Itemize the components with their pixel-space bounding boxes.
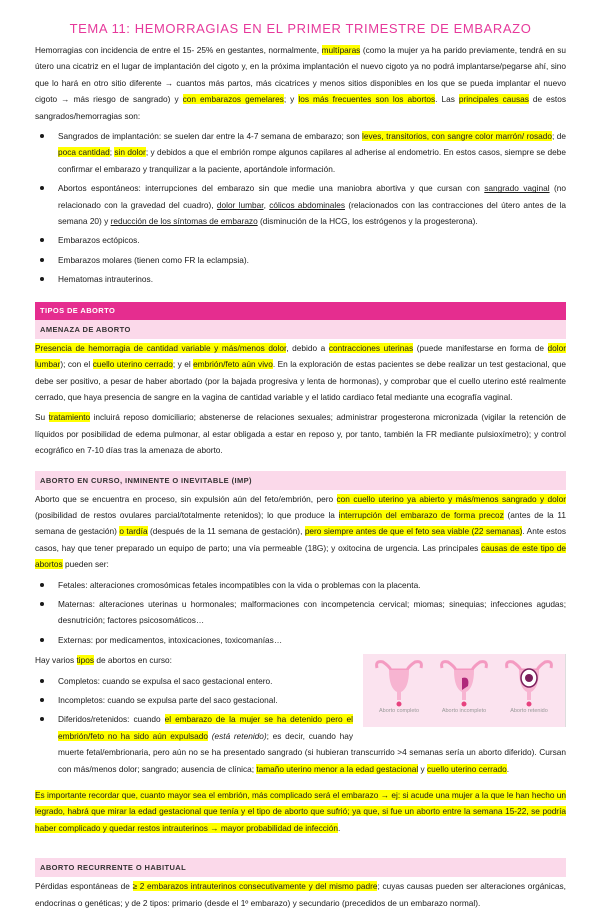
list-item: [58, 596, 566, 629]
text-run: (posibilidad de restos ovulares parcial/totalmente retenidos); lo que produce la: [35, 509, 339, 520]
highlighted-text: tamaño uterino menor a la edad gestacional: [256, 763, 419, 774]
text-run: incluirá reposo domiciliario; abstenerse de relaciones sexuales; administrar progesterona micronizada (vigilar la retención de líquidos por posibilidad de edema pulmonar, al estar obligada a estar en reposo y, por tanto, también la FR mediante pulsioxímetro); y control ecográfico en 7-10 días tras la amenaza de aborto.: [35, 412, 566, 456]
text-run: Aborto que se encuentra en proceso, sin expulsión aún del feto/embrión, pero: [35, 493, 337, 504]
en-curso-causes-list: [35, 577, 566, 649]
subsection-header-en-curso: ABORTO EN CURSO, INMINENTE O INEVITABLE (IMP): [35, 471, 566, 490]
highlighted-text: principales causas: [458, 94, 529, 105]
text-run: Sangrados de implantación: se suelen dar entre la 4-7 semana de embarazo; son: [58, 131, 363, 142]
text-run: ; y: [283, 94, 299, 105]
text-run: Embarazos ectópicos.: [58, 235, 140, 246]
text-run: Abortos espontáneos: interrupciones del embarazo sin que medie una maniobra abortiva y que cursan con: [58, 183, 485, 194]
en-curso-types-list: [35, 673, 566, 777]
list-item: [58, 632, 566, 648]
text-run: Incompletos: cuando se expulsa parte del saco gestacional.: [58, 695, 278, 705]
list-item: [58, 128, 566, 177]
underlined-text: cólicos abdominales: [269, 199, 345, 210]
causes-list: [35, 128, 566, 288]
text-run: Hematomas intrauterinos.: [58, 274, 153, 285]
highlighted-text: sin dolor: [114, 147, 146, 158]
caption-aborto-completo: Aborto completo: [378, 708, 420, 715]
subsection-header-recurrente: ABORTO RECURRENTE O HABITUAL: [35, 858, 566, 877]
text-run: , debido a: [286, 342, 329, 353]
text-run: Embarazos molares (tienen como FR la eclampsia).: [58, 254, 249, 265]
highlighted-text: o tardía: [119, 526, 148, 537]
text-run: ;: [109, 147, 115, 158]
text-run: de abortos en curso:: [94, 655, 172, 666]
text-run: ; es decir, cuando hay muerte fetal/embrionaria, pero aún no se ha presentado sangrado (si hubieran transcurrido >4 semanas sería un aborto diferido). Cursan con más/menos dolor; sangrado; ausencia de clínica;: [58, 730, 566, 774]
text-run: . Las: [435, 94, 459, 105]
highlighted-text: con embarazos gemelares: [182, 94, 284, 105]
highlighted-text: interrupción del embarazo de forma precoz: [338, 509, 504, 520]
text-run: (no relacionado con la gravedad del cuadro),: [58, 183, 567, 210]
list-item: [58, 692, 566, 708]
text-run: ; de: [552, 131, 566, 142]
highlighted-text: dolor lumbar: [35, 342, 566, 370]
text-run: (como la mujer ya ha parido previamente, tendrá en su útero una cicatriz en el lugar de implantación del cigoto y, en la próxima implantación el nuevo cigoto ya no podrá implantarse/pegarse ahí, sino que lo hará en otro sitio diferente → cuantos más partos, más cicatrices y menos sitios disponibles en los que se pueda implantar el nuevo cigoto → más riesgo de sangrado) y: [35, 45, 567, 105]
highlighted-text: con cuello uterino ya abierto y más/menos sangrado y dolor: [336, 493, 566, 504]
text-run: (disminución de la HCG, los estrógenos y la progesterona).: [257, 216, 478, 227]
text-run: de estos sangrados/hemorragias son:: [35, 94, 566, 121]
list-item: [58, 180, 566, 229]
text-run: Hemorragias con incidencia de entre el 15- 25% en gestantes, normalmente,: [35, 45, 322, 55]
list-item: [58, 577, 566, 593]
underlined-text: dolor lumbar: [216, 199, 264, 210]
list-item: [58, 232, 566, 248]
highlighted-text: causas de este tipo de abortos: [35, 542, 566, 570]
text-run: Completos: cuando se expulsa el saco gestacional entero.: [58, 675, 273, 686]
document-page: [35, 20, 566, 915]
intro-paragraph: [35, 42, 566, 124]
recurrente-paragraph: [35, 878, 566, 911]
section-header-tipos-de-aborto: TIPOS DE ABORTO: [35, 302, 566, 320]
text-run: (antes de la 11 semana de gestación): [35, 509, 566, 537]
text-run: Pérdidas espontáneas de: [35, 881, 133, 892]
text-run: ; y debidos a que el embrión rompe algunos capilares al adherise al endometrio. En estos casos, siempre se debe confirmar el embarazo y tranquilizar a la paciente, aportándole información.: [58, 147, 566, 174]
caption-aborto-retenido: Aborto retenido: [510, 708, 548, 715]
text-run: ; y el: [172, 359, 194, 370]
amenaza-treatment-paragraph: [35, 409, 566, 458]
highlighted-text: leves, transitorios, con sangre color marrón/ rosado: [362, 131, 552, 142]
highlighted-text: contracciones uterinas: [328, 342, 414, 353]
highlighted-text: ≥ 2 embarazos intrauterinos consecutivamente y del mismo padre: [132, 881, 378, 892]
text-run: ,: [263, 199, 270, 210]
text-run: Su: [35, 412, 49, 423]
text-run: Hay varios: [35, 655, 77, 666]
highlighted-text: Es importante recordar que, cuanto mayor sea el embrión, más complicado será el embarazo → ej: si acude una mujer a la que le han hecho un legrado, habrá que mirar la edad gestacional que tenía y el tipo de aborto que sufrió; ya que, si fue un aborto entre la semana 15-22, se podría haber complicado y quedar restos intrauterinos → mayor probabilidad de infección: [35, 790, 566, 833]
important-note-paragraph: [35, 787, 566, 836]
highlighted-text: pero siempre antes de que el feto sea viable (22 semanas): [304, 526, 523, 537]
text-run: Externas: por medicamentos, intoxicaciones, toxicomanías…: [58, 634, 283, 645]
highlighted-text: cuello uterino cerrado: [92, 359, 173, 370]
text-run: Maternas: alteraciones uterinas u hormonales; malformaciones con incompetencia cervical; miomas; sinequias; infecciones agudas; desnutrición; factores psicosomáticos…: [58, 598, 566, 626]
highlighted-text: cuello uterino cerrado: [427, 763, 507, 774]
text-run: .: [338, 822, 341, 833]
highlighted-text: el embarazo de la mujer se ha detenido pero el embrión/feto no ha sido aún expulsado: [58, 714, 354, 741]
highlighted-text: tipos: [76, 655, 95, 666]
en-curso-paragraph: [35, 491, 566, 573]
page-title: TEMA 11: HEMORRAGIAS EN EL PRIMER TRIMESTRE DE EMBARAZO: [69, 21, 532, 36]
highlighted-text: multíparas: [321, 45, 361, 55]
list-item: [58, 252, 566, 268]
underlined-text: sangrado vaginal: [484, 183, 550, 194]
text-run: (puede manifestarse en forma de: [413, 342, 548, 353]
caption-aborto-incompleto: Aborto incompleto: [441, 708, 487, 715]
text-run: Diferidos/retenidos: cuando: [58, 714, 165, 725]
text-run: (relacionados con las contracciones del útero antes de la semana 20) y: [58, 199, 566, 227]
highlighted-text: embrión/feto aún vivo: [193, 359, 273, 370]
highlighted-text: tratamiento: [48, 412, 91, 423]
text-run: ; cuyas causas pueden ser alteraciones orgánicas, endocrinas o genéticas; y de 2 tipos: primario (desde el 1º embarazo) y secundario (precedidos de un embarazo normal).: [35, 881, 566, 908]
italic-text: (está retenido): [211, 730, 267, 741]
text-run: pueden ser:: [62, 559, 109, 570]
text-run: (después de la 11 semana de gestación),: [147, 526, 305, 537]
list-item: [58, 673, 566, 689]
subsection-header-amenaza: AMENAZA DE ABORTO: [35, 320, 566, 339]
text-run: ); con el: [60, 359, 93, 370]
list-item: [58, 271, 566, 287]
text-run: . Ante estos casos, hay que tener preparado un equipo de parto; una vía permeable (18G); y oxitocina de urgencia. Las principales: [35, 526, 566, 553]
text-run: y: [418, 763, 427, 774]
highlighted-text: los más frecuentes son los abortos: [298, 94, 436, 105]
text-run: .: [506, 763, 510, 774]
text-run: Fetales: alteraciones cromosómicas fetales incompatibles con la vida o problemas con la placenta.: [58, 579, 421, 590]
list-item: [58, 711, 566, 777]
highlighted-text: poca cantidad: [58, 147, 110, 158]
amenaza-paragraph: [35, 340, 566, 406]
text-run: . En la exploración de estas pacientes se debe realizar un test gestacional, que debe ser positivo, a pesar de haber abortado (por la bajada progresiva y lenta de hormonas), y comprobar que el cuello uterino esté realmente cerrado, que haya presencia de sangre en la vagina de cantidad variable y el latido cardiaco fetal mediante una ecografía vaginal.: [35, 359, 567, 402]
underlined-text: reducción de los síntomas de embarazo: [110, 216, 258, 227]
highlighted-text: Presencia de hemorragia de cantidad variable y más/menos dolor: [35, 342, 287, 353]
